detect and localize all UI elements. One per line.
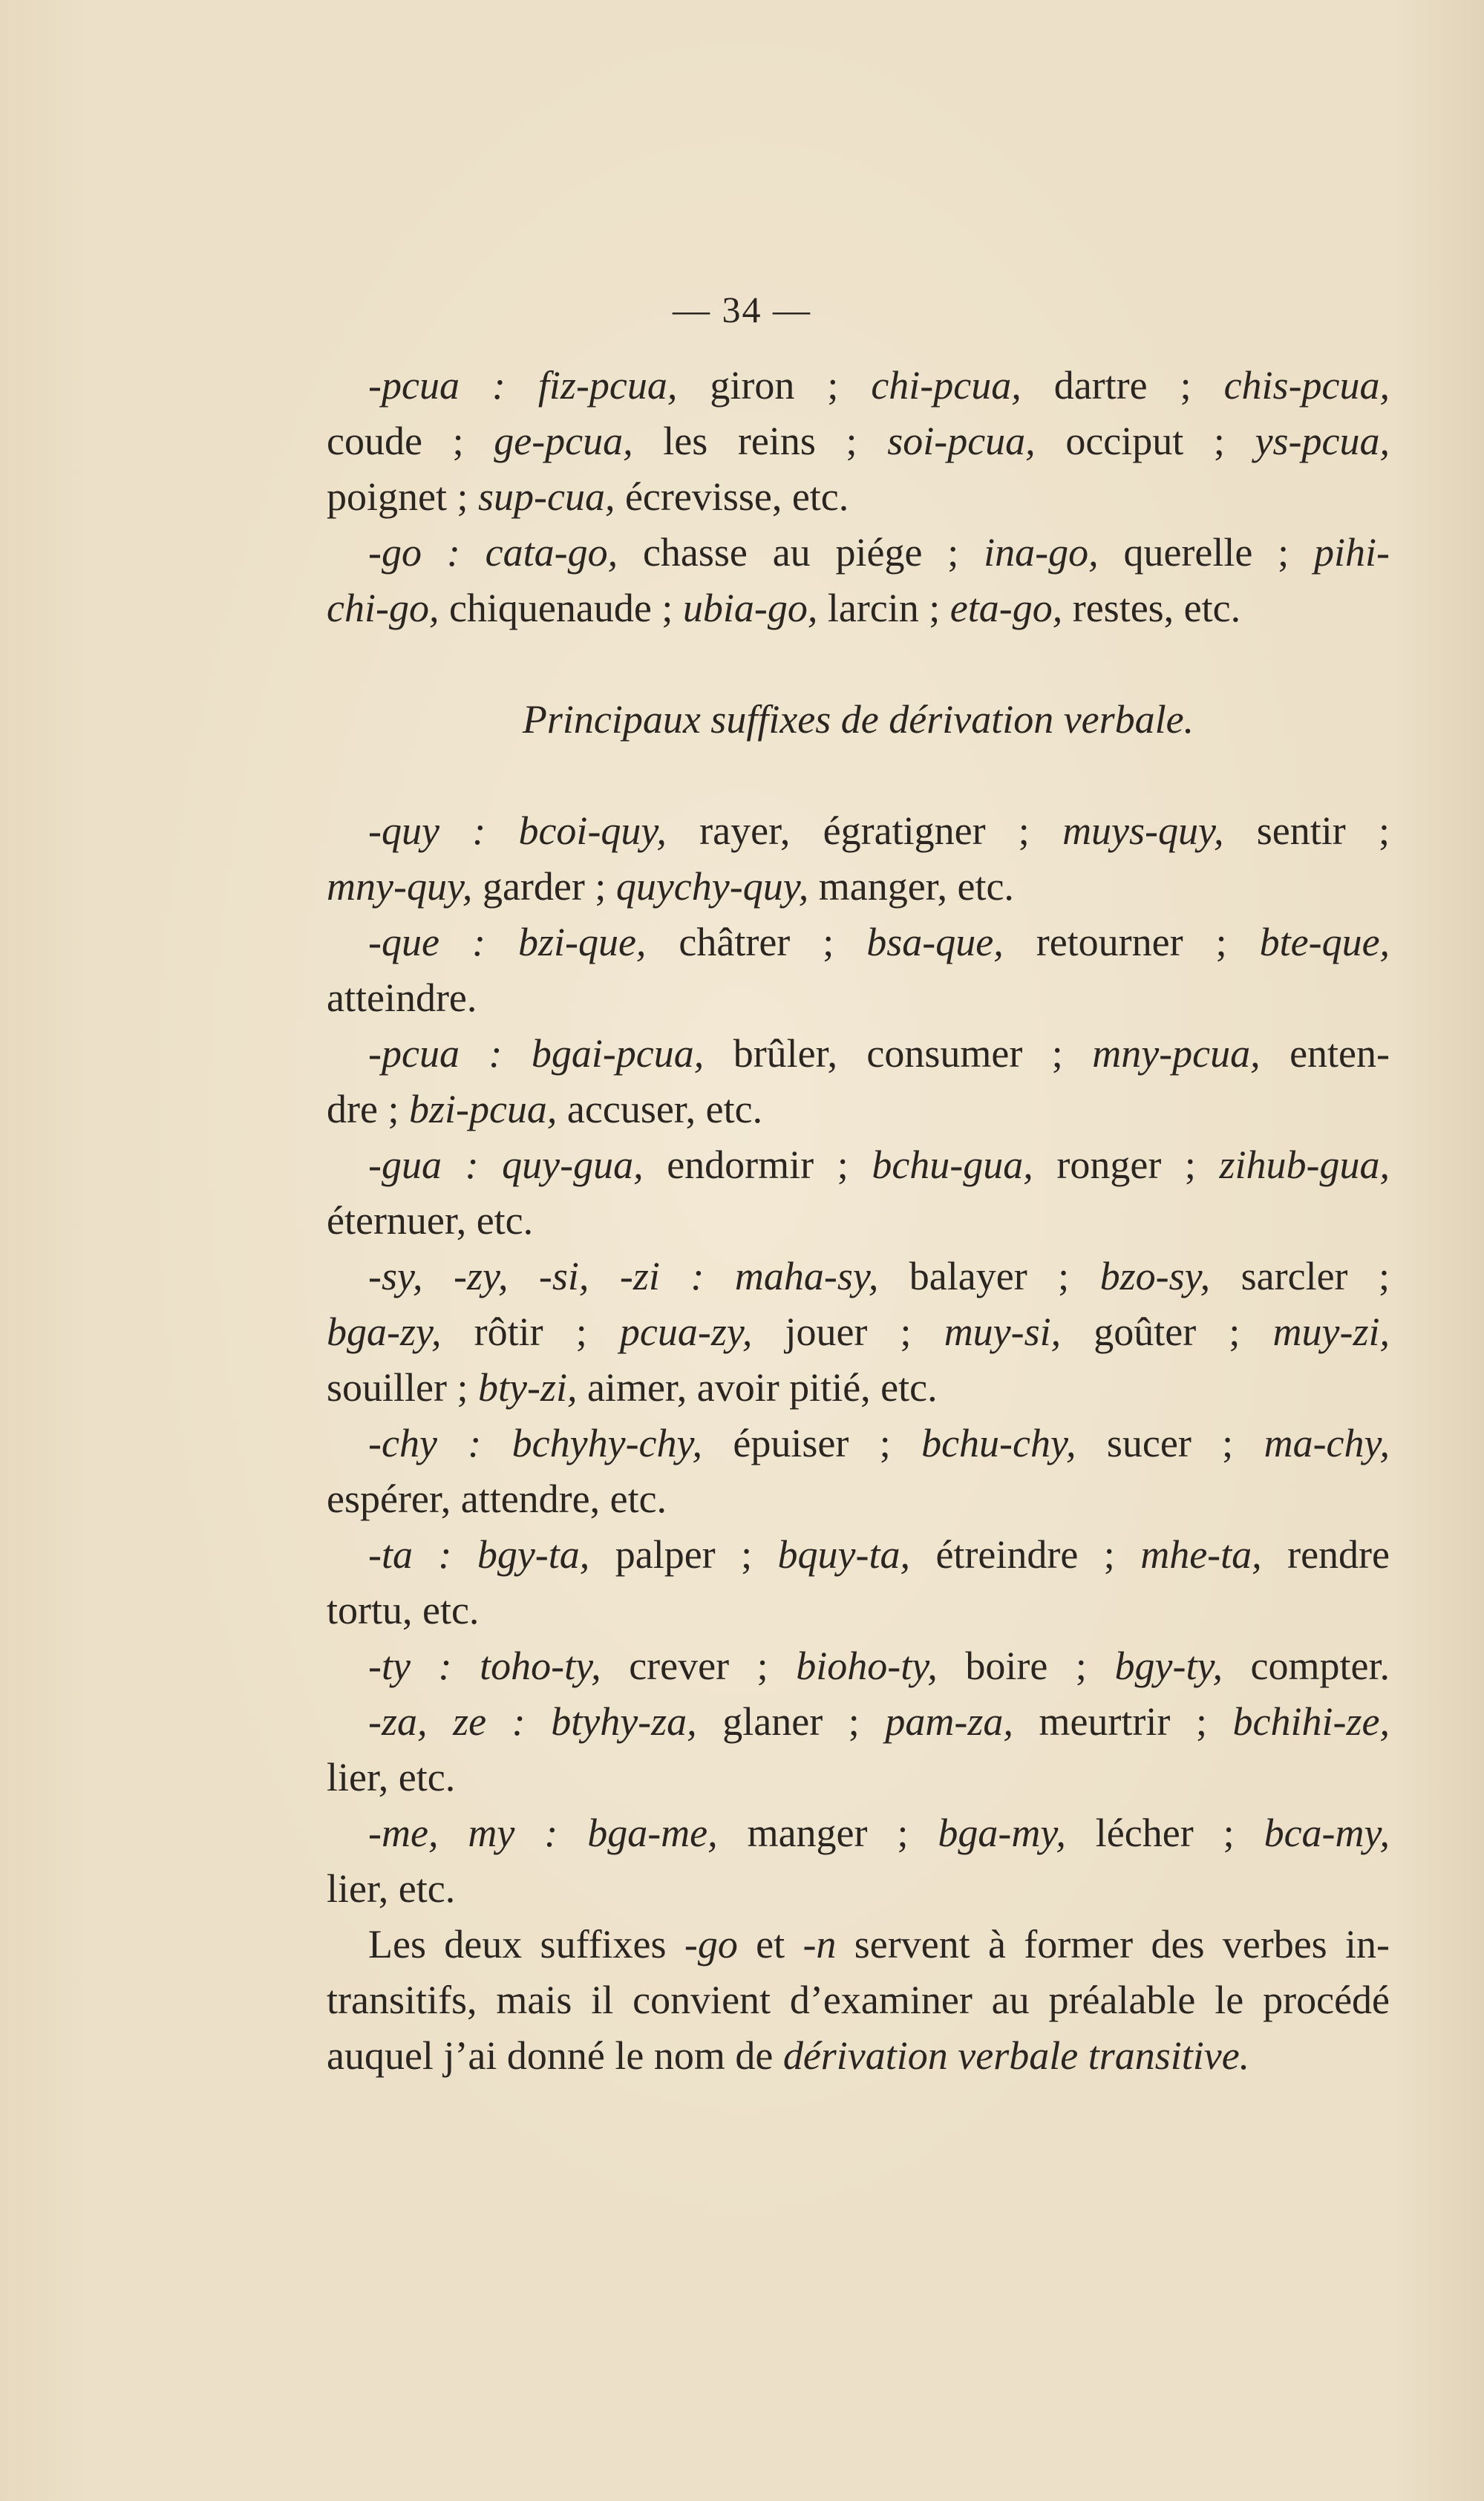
text-run (506, 363, 538, 408)
italic-term: bga-me, (587, 1811, 718, 1855)
italic-term: chis-pcua, (1223, 363, 1390, 408)
text-run: poignet ; (327, 474, 478, 519)
text-run: dre ; (327, 1087, 409, 1131)
text-run: coude ; (327, 419, 494, 463)
italic-term: muy-si, (944, 1310, 1062, 1354)
italic-term: -go : (368, 530, 460, 575)
text-line (327, 413, 1390, 469)
text-line (327, 1972, 1390, 2028)
italic-term: -ta : (368, 1532, 452, 1577)
text-run: meurtrir ; (1013, 1699, 1233, 1744)
text-run: dartre ; (1021, 363, 1224, 408)
italic-term: maha-sy, (734, 1254, 879, 1298)
text-run: larcin ; (817, 586, 950, 630)
italic-term: sup-cua, (477, 474, 615, 519)
text-run: servent à former des verbes in- (836, 1922, 1390, 1967)
italic-term: bca-my, (1264, 1811, 1390, 1855)
text-run: éternuer, etc. (327, 1198, 534, 1243)
text-run: chasse au piége ; (618, 530, 984, 575)
text-line (327, 1694, 1390, 1750)
italic-term: -pcua : (368, 1031, 503, 1076)
italic-term: pihi- (1314, 530, 1390, 575)
text-run (479, 1142, 503, 1187)
text-run: aimer, avoir pitié, etc. (577, 1365, 938, 1410)
italic-term: bzo-sy, (1099, 1254, 1211, 1298)
italic-term: -chy : (368, 1421, 482, 1465)
italic-term: -pcua : (368, 363, 506, 408)
text-line (327, 1249, 1390, 1304)
text-run: balayer ; (878, 1254, 1100, 1298)
italic-term: bga-my, (938, 1811, 1066, 1855)
text-run: transitifs, mais il convient d’examiner au préalable le procédé (327, 1978, 1390, 2022)
italic-term: bsa-que, (866, 920, 1004, 964)
italic-term: bchu-gua, (872, 1142, 1033, 1187)
italic-term: -go (684, 1922, 738, 1967)
italic-term: eta-go, (949, 586, 1063, 630)
text-line (327, 358, 1390, 413)
text-run: manger ; (717, 1811, 938, 1855)
italic-term: btyhy-za, (551, 1699, 697, 1744)
text-run: retourner ; (1003, 920, 1260, 964)
text-run: chiquenaude ; (439, 586, 683, 630)
text-run: étreindre ; (910, 1532, 1141, 1577)
italic-term: ubia-go, (682, 586, 818, 630)
text-line (327, 1137, 1390, 1193)
text-run (486, 808, 518, 853)
italic-term: bquy-ta, (777, 1532, 910, 1577)
paragraph-group-nominal-suffixes (327, 358, 1390, 636)
text-run: enten- (1260, 1031, 1390, 1076)
text-run: auquel j’ai donné le nom de (327, 2033, 783, 2078)
text-run: palper ; (589, 1532, 778, 1577)
text-run: garder ; (472, 864, 616, 909)
text-line (327, 1360, 1390, 1416)
text-run: sentir ; (1223, 808, 1390, 853)
text-run: occiput ; (1035, 419, 1255, 463)
text-run: espérer, attendre, etc. (327, 1477, 667, 1521)
italic-term: bioho-ty, (796, 1644, 938, 1688)
text-block (327, 358, 1390, 2084)
text-run: atteindre. (327, 975, 477, 1020)
text-run (486, 920, 518, 964)
text-run (452, 1644, 480, 1688)
text-run: lécher ; (1065, 1811, 1264, 1855)
text-run: boire ; (937, 1644, 1115, 1688)
italic-term: bgai-pcua, (531, 1031, 705, 1076)
text-run: crever ; (601, 1644, 797, 1688)
text-line (327, 1861, 1390, 1917)
text-run: goûter ; (1061, 1310, 1273, 1354)
text-run: les reins ; (633, 419, 888, 463)
text-run: tortu, etc. (327, 1588, 480, 1632)
text-run: lier, etc. (327, 1755, 456, 1799)
italic-term: fiz-pcua, (537, 363, 678, 408)
section-gap (327, 636, 1390, 692)
text-run: brûler, consumer ; (704, 1031, 1093, 1076)
italic-term: bga-zy, (327, 1310, 442, 1354)
text-run: et (737, 1922, 803, 1967)
italic-term: mny-quy, (327, 864, 473, 909)
italic-term: -ty : (368, 1644, 452, 1688)
text-run: rendre (1261, 1532, 1390, 1577)
text-line (327, 525, 1390, 581)
italic-term: ys-pcua, (1255, 419, 1390, 463)
text-run: sucer ; (1076, 1421, 1264, 1465)
italic-term: muy-zi, (1272, 1310, 1390, 1354)
section-gap (327, 748, 1390, 803)
italic-term: -quy : (368, 808, 486, 853)
text-run: lier, etc. (327, 1866, 456, 1911)
italic-term: bty-zi, (477, 1365, 578, 1410)
italic-term: -que : (368, 920, 486, 964)
italic-term: bgy-ta, (477, 1532, 590, 1577)
text-run: manger, etc. (808, 864, 1014, 909)
text-line (327, 1805, 1390, 1861)
text-run: rôtir ; (441, 1310, 620, 1354)
italic-term: mhe-ta, (1140, 1532, 1262, 1577)
text-line (327, 1527, 1390, 1583)
text-line (327, 2028, 1390, 2084)
italic-term: quychy-quy, (615, 864, 809, 909)
text-run (460, 530, 486, 575)
text-run (526, 1699, 552, 1744)
text-run (502, 1031, 531, 1076)
italic-term: zihub-gua, (1219, 1142, 1390, 1187)
paragraph-group-verbal-suffixes (327, 803, 1390, 2084)
italic-term: dérivation verbale transitive. (782, 2033, 1250, 2078)
page-number: — 34 — (673, 289, 811, 330)
text-line (327, 1304, 1390, 1360)
text-run: endormir ; (643, 1142, 872, 1187)
text-line (327, 859, 1390, 915)
italic-term: chi-go, (327, 586, 439, 630)
text-line (327, 1416, 1390, 1471)
text-run: querelle ; (1098, 530, 1315, 575)
italic-term: quy-gua, (502, 1142, 644, 1187)
text-run (704, 1254, 734, 1298)
section-heading: Principaux suffixes de dérivation verbale. (522, 697, 1194, 742)
italic-term: -me, my : (368, 1811, 558, 1855)
text-run: souiller ; (327, 1365, 478, 1410)
text-run: Les deux suffixes (368, 1922, 684, 1967)
italic-term: ma-chy, (1264, 1421, 1390, 1465)
text-line (327, 803, 1390, 859)
text-line (327, 970, 1390, 1026)
text-line (327, 1471, 1390, 1527)
text-line (327, 1082, 1390, 1137)
italic-term: toho-ty, (480, 1644, 601, 1688)
text-run: rayer, égratigner ; (666, 808, 1063, 853)
italic-term: soi-pcua, (887, 419, 1036, 463)
italic-term: ina-go, (984, 530, 1099, 575)
italic-term: chi-pcua, (871, 363, 1022, 408)
text-run (481, 1421, 511, 1465)
italic-term: mny-pcua, (1092, 1031, 1261, 1076)
italic-term: bchyhy-chy, (511, 1421, 703, 1465)
text-line (327, 1638, 1390, 1694)
text-line (327, 1917, 1390, 1972)
text-run: châtrer ; (646, 920, 867, 964)
text-run: épuiser ; (702, 1421, 922, 1465)
text-line (327, 581, 1390, 636)
text-run: écrevisse, etc. (615, 474, 849, 519)
italic-term: bchu-chy, (921, 1421, 1076, 1465)
italic-term: cata-go, (485, 530, 618, 575)
text-run: jouer ; (752, 1310, 944, 1354)
italic-term: -gua : (368, 1142, 479, 1187)
italic-term: bchihi-ze, (1232, 1699, 1390, 1744)
italic-term: bzi-pcua, (408, 1087, 558, 1131)
text-line (327, 1193, 1390, 1249)
text-run: ronger ; (1033, 1142, 1220, 1187)
text-run (451, 1532, 477, 1577)
text-run: sarcler ; (1210, 1254, 1390, 1298)
text-line (327, 1750, 1390, 1805)
text-run (558, 1811, 587, 1855)
text-run: accuser, etc. (557, 1087, 763, 1131)
text-run: restes, etc. (1062, 586, 1241, 630)
italic-term: -n (803, 1922, 837, 1967)
text-run: compter. (1222, 1644, 1390, 1688)
italic-term: pam-za, (885, 1699, 1013, 1744)
text-line (327, 469, 1390, 525)
text-line (327, 1026, 1390, 1082)
text-run: glaner ; (696, 1699, 886, 1744)
text-run: giron ; (677, 363, 872, 408)
italic-term: bzi-que, (517, 920, 647, 964)
italic-term: ge-pcua, (494, 419, 633, 463)
italic-term: muys-quy, (1062, 808, 1224, 853)
italic-term: bcoi-quy, (518, 808, 667, 853)
italic-term: bgy-ty, (1114, 1644, 1223, 1688)
italic-term: bte-que, (1259, 920, 1390, 964)
text-line (327, 1583, 1390, 1638)
italic-term: pcua-zy, (619, 1310, 753, 1354)
italic-term: -za, ze : (368, 1699, 526, 1744)
italic-term: -sy, -zy, -si, -zi : (368, 1254, 705, 1298)
text-line (327, 915, 1390, 970)
